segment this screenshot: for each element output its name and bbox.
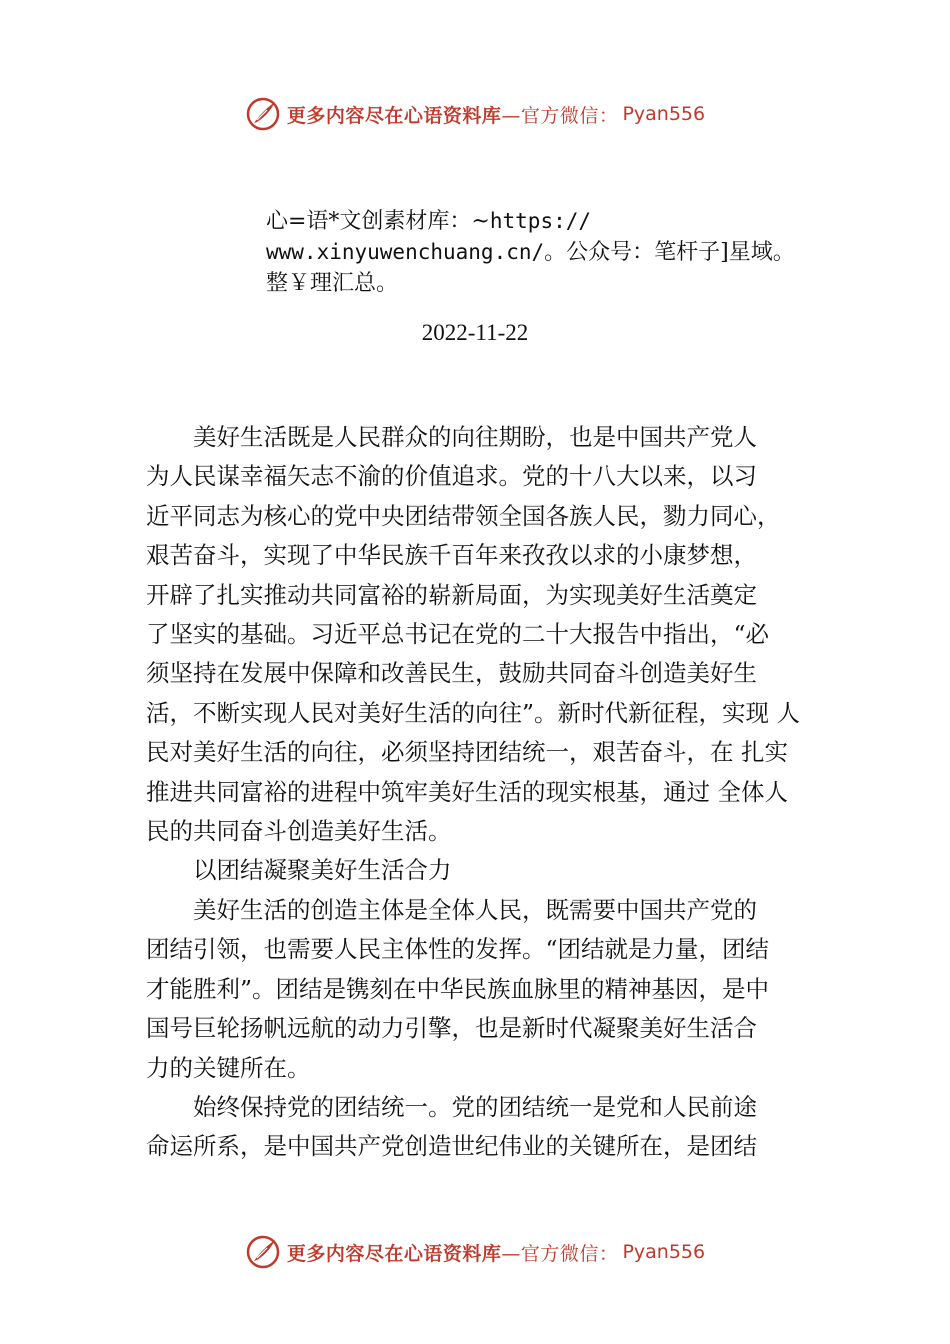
paragraph-1 <box>146 418 816 851</box>
text-line: 力的关键所在。 <box>146 1053 311 1082</box>
text-line: 推进共同富裕的进程中筑牢美好生活的现实根基，通过 全体人 <box>146 777 788 806</box>
source-attribution <box>266 206 866 299</box>
banner-title: 更多内容尽在心语资料库 <box>286 104 502 127</box>
section-heading-text: 以团结凝聚美好生活合力 <box>193 856 452 885</box>
text-line: 为人民谋幸福矢志不渝的价值追求。党的十八大以来，以习 <box>146 462 757 491</box>
text-line: 命运所系，是中国共产党创造世纪伟业的关键所在，是团结 <box>146 1132 757 1161</box>
quill-pen-logo-icon <box>245 1234 281 1270</box>
text-line: 开辟了扎实推动共同富裕的崭新局面，为实现美好生活奠定 <box>146 580 757 609</box>
text-line: 须坚持在发展中保障和改善民生，鼓励共同奋斗创造美好生 <box>146 659 757 688</box>
text-line: 美好生活的创造主体是全体人民，既需要中国共产党的 <box>193 895 757 924</box>
header-banner <box>0 94 950 134</box>
source-line-3: 整￥理汇总。 <box>266 271 399 296</box>
source-url-protocol: https:// <box>489 209 592 233</box>
source-line-1 <box>266 206 866 237</box>
text-line: 才能胜利”。团结是镌刻在中华民族血脉里的精神基因，是中 <box>146 974 770 1003</box>
document-date: 2022-11-22 <box>421 320 529 345</box>
text-line: 国号巨轮扬帆远航的动力引擎，也是新时代凝聚美好生活合 <box>146 1014 757 1043</box>
text-line: 活，不断实现人民对美好生活的向往”。新时代新征程，实现 人 <box>146 698 800 727</box>
source-line-2 <box>266 237 866 268</box>
text-line: 始终保持党的团结统一。党的团结统一是党和人民前途 <box>193 1092 757 1121</box>
document-body <box>146 418 816 1167</box>
text-line: 近平同志为核心的党中央团结带领全国各族人民，勠力同心， <box>146 501 781 530</box>
banner-title: 更多内容尽在心语资料库 <box>286 1242 502 1265</box>
text-line: 民的共同奋斗创造美好生活。 <box>146 817 452 846</box>
text-line: 民对美好生活的向往，必须坚持团结统一，艰苦奋斗，在 扎实 <box>146 738 788 767</box>
banner-subtitle: —官方微信： <box>501 1242 619 1265</box>
source-account: 。公众号：笔杆子]星域。 <box>544 240 795 265</box>
paragraph-3 <box>146 1088 816 1167</box>
text-line: 美好生活既是人民群众的向往期盼，也是中国共产党人 <box>193 423 757 451</box>
text-line: 艰苦奋斗，实现了中华民族千百年来孜孜以求的小康梦想， <box>146 541 757 570</box>
section-heading <box>146 851 816 890</box>
banner-wechat-id: Pyan556 <box>622 1241 706 1263</box>
quill-pen-logo-icon <box>245 96 281 132</box>
source-library-label: 心=语*文创素材库：~ <box>266 209 490 234</box>
footer-banner <box>0 1232 950 1272</box>
banner-wechat-id: Pyan556 <box>622 103 706 125</box>
banner-subtitle: —官方微信： <box>501 104 619 127</box>
text-line: 团结引领，也需要人民主体性的发挥。“团结就是力量，团结 <box>146 935 770 964</box>
paragraph-2 <box>146 891 816 1088</box>
text-line: 了坚实的基础。习近平总书记在党的二十大报告中指出，“必 <box>146 620 770 649</box>
source-url[interactable]: www.xinyuwenchuang.cn/ <box>266 240 545 264</box>
